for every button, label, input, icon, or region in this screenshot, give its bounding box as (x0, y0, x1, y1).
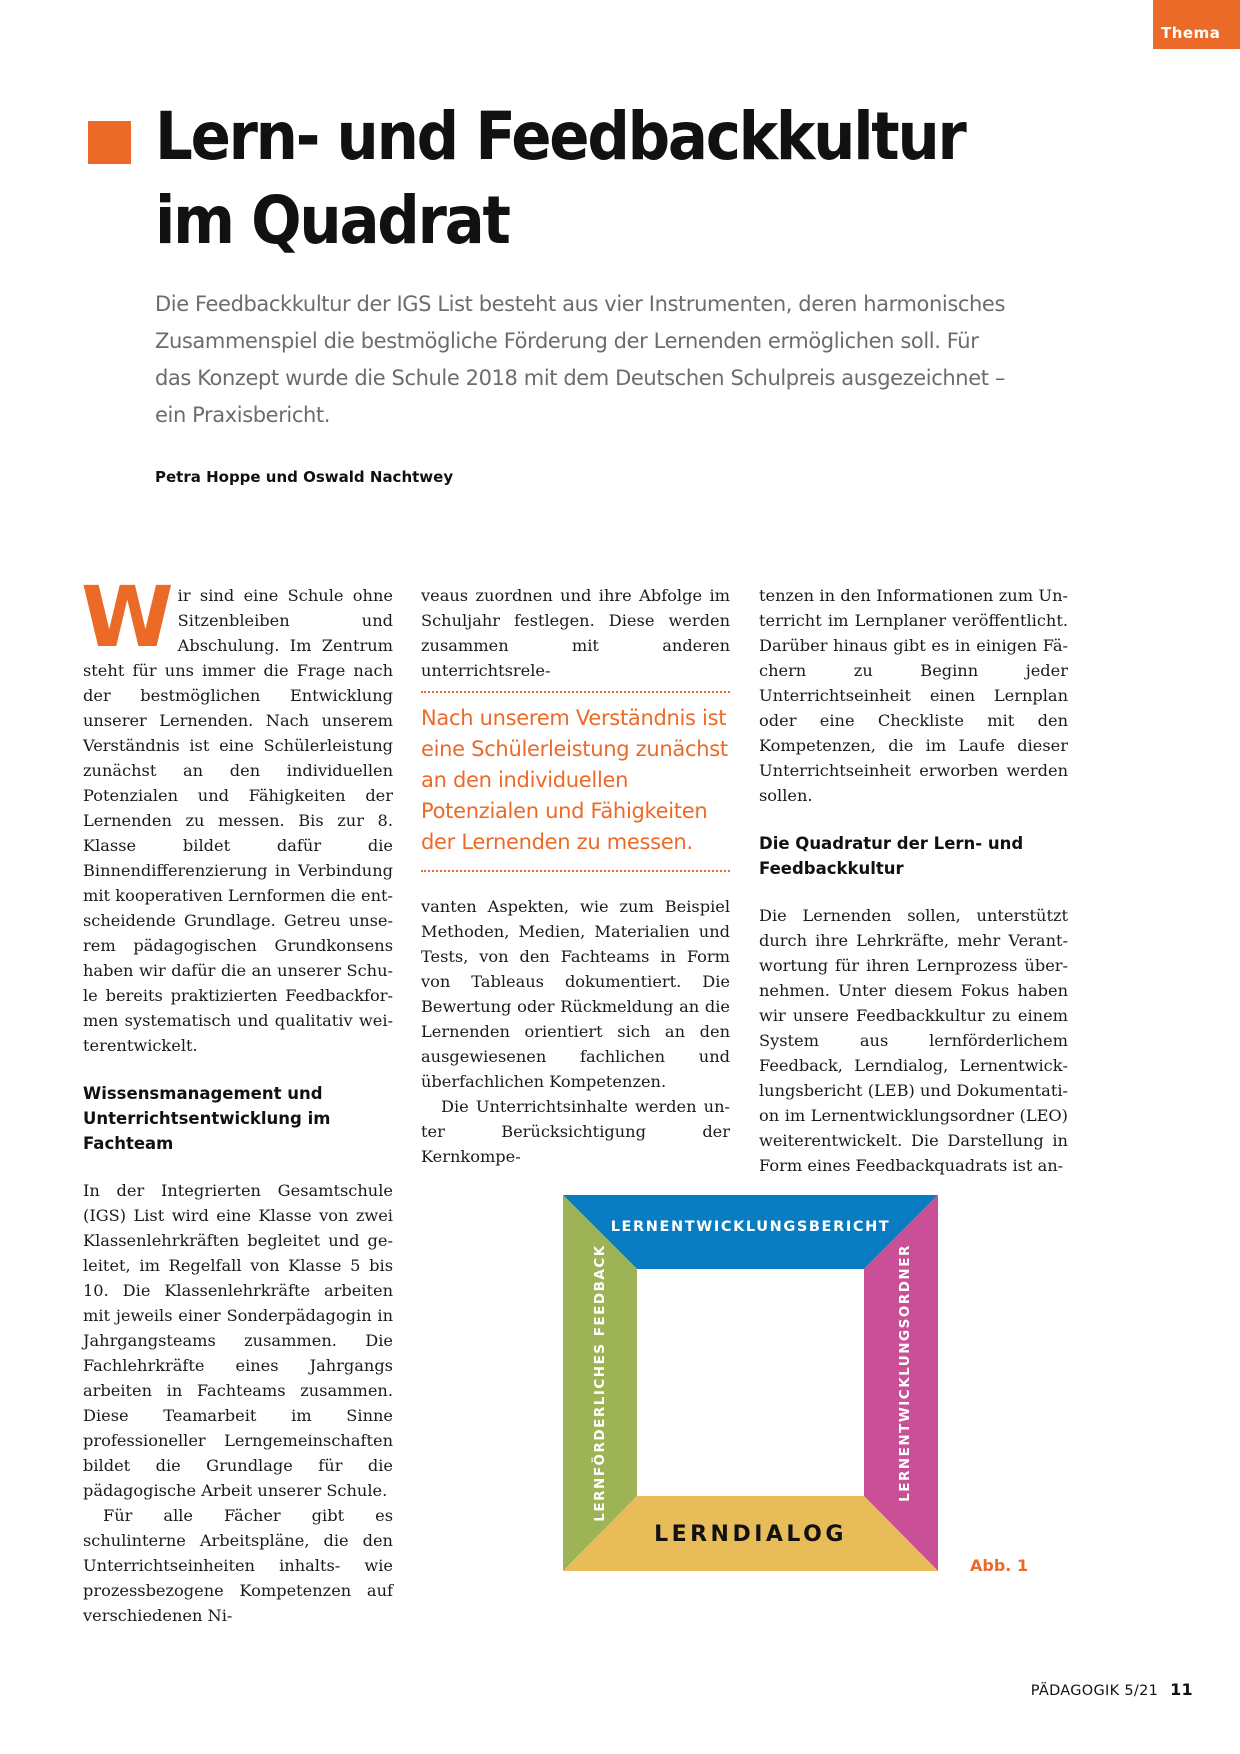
title-square-icon (88, 121, 131, 164)
paragraph-igs: In der Integrierten Gesamtschule (IGS) List wird eine Klasse von zwei Klassenlehrkräften begleitet und geleitet, im Regelfall von Klasse 5 bis 10. Die Klassenlehrkräfte arbeiten mit jeweils einer Sonderpädagogin in Jahrgangsteams zusammen. Die Fachlehrkräfte eines Jahrgangs arbeiten in Fachteams zusammen. Diese Teamarbeit im Sinne professioneller Lerngemeinschaften bildet die Grundlage für die pädagogische Arbeit unserer Schule. (83, 1181, 393, 1500)
article-authors: Petra Hoppe und Oswald Nachtwey (155, 468, 454, 486)
section-heading-wissensmanagement: Wissensmanagement und Unterrichtsentwicklung im Fachteam (83, 1084, 331, 1153)
label-lernfoerderliches-feedback: LERNFÖRDERLICHES FEEDBACK (592, 1244, 608, 1522)
text-column-2 (421, 583, 730, 1169)
journal-issue: PÄDAGOGIK 5/21 (1030, 1683, 1159, 1699)
paragraph-lernende: Die Lernenden sollen, unterstützt durch ihre Lehrkräfte, mehr Verantwortung für ihren Lernprozess übernehmen. Unter diesem Fokus haben wir unsere Feedbackkultur zu einem System aus lernförderlichem Feedback, Lerndialog, Lernentwicklungsbericht (LEB) und Dokumentation im Lernentwicklungsordner (LEO) weiterentwickelt. Die Darstellung in Form eines Feedbackquadrats ist an- (759, 906, 1068, 1175)
title-line-2: im Quadrat (155, 182, 509, 259)
text-column-1 (81, 568, 393, 1628)
section-heading-quadratur: Die Quadratur der Lern- und Feedbackkultur (759, 834, 1024, 878)
paragraph-arbeitsplaene: Für alle Fächer gibt es schulinterne Arbeitspläne, die den Unterrichtseinheiten inhalts- wie prozessbezogene Kompetenzen auf verschiedenen Ni- (83, 1506, 393, 1625)
paragraph-intro (81, 568, 393, 1058)
paragraph-unterrichtsinhalte: Die Unterrichtsinhalte werden unter Berücksichtigung der Kernkompe- (421, 1097, 730, 1166)
page-footer (1031, 1680, 1193, 1699)
article-lead: Die Feedbackkultur der IGS List besteht aus vier Instrumenten, deren harmonisches Zusammenspiel die bestmögliche Förderung der Lernenden ermöglichen soll. Für das Konzept wurde die Schule 2018 mit dem Deutschen Schulpreis ausgezeichnet – ein Praxisbericht. (155, 292, 1005, 427)
feedback-square-diagram (563, 1195, 938, 1571)
paragraph-arbeitsplaene-cont: veaus zuordnen und ihre Abfolge im Schuljahr festlegen. Diese werden zusammen mit anderen unterrichtsrele- (421, 586, 730, 680)
section-tab-label: Thema (1161, 24, 1221, 42)
feedback-square-shapes (563, 1195, 938, 1571)
article-title (155, 95, 965, 263)
pull-quote: Nach unserem Verständnis ist eine Schülerleistung zunächst an den individuellen Potenzialen und Fähigkeiten der Lernenden zu messen. (421, 691, 730, 872)
title-line-1: Lern- und Feedbackkultur (155, 98, 965, 175)
section-tab (1153, 0, 1240, 49)
figure-caption: Abb. 1 (970, 1556, 1029, 1575)
label-lerndialog: LERNDIALOG (654, 1522, 847, 1547)
label-lernentwicklungsordner: LERNENTWICKLUNGSORDNER (897, 1244, 913, 1502)
label-lernentwicklungsbericht: LERNENTWICKLUNGSBERICHT (610, 1219, 891, 1235)
dropcap: W (81, 568, 170, 666)
page-number: 11 (1170, 1680, 1193, 1699)
paragraph-aspekte: vanten Aspekten, wie zum Beispiel Methoden, Medien, Materialien und Tests, von den Fachteams in Form von Tableaus dokumentiert. Die Bewertung oder Rückmeldung an die Lernenden orientiert sich an den ausgewiesenen fachlichen und überfachlichen Kompetenzen. (421, 897, 730, 1091)
paragraph-intro-text: ir sind eine Schule ohne Sitzenbleiben und Abschulung. Im Zentrum steht für uns immer die Frage nach der bestmöglichen Entwicklung unserer Lernenden. Nach unserem Verständnis ist eine Schülerleistung zunächst an den individuellen Potenzialen und Fähigkeiten der Lernenden zu messen. Bis zur 8. Klasse bildet dafür die Binnendifferenzierung in Verbindung mit kooperativen Lernformen die entscheidende Grundlage. Getreu unserem pädagogischen Grundkonsens haben wir dafür die an unserer Schule bereits praktizierten Feedbackformen systematisch und qualitativ weiterentwickelt. (83, 586, 393, 1055)
text-column-3 (759, 583, 1068, 1178)
paragraph-kompetenzen: tenzen in den Informationen zum Unterricht im Lernplaner veröffentlicht. Darüber hinaus gibt es in einigen Fächern zu Beginn jeder Unterrichtseinheit einen Lernplan oder eine Checkliste mit den Kompetenzen, die im Laufe dieser Unterrichtseinheit erworben werden sollen. (759, 586, 1068, 805)
